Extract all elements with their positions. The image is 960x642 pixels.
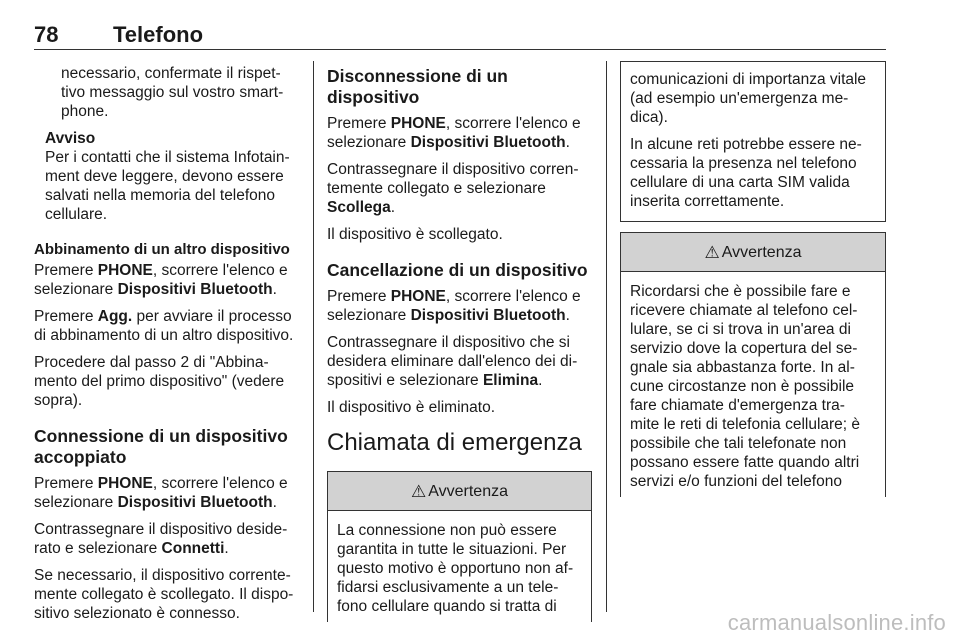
disconnect-step-2: Contrassegnare il dispositivo corren- temente collegato e selezionare Scollega.: [327, 161, 579, 216]
column-divider-1: [313, 61, 314, 612]
note-text: Per i contatti che il sistema Infotain- ment deve leggere, devono essere salvati nella memoria del telefono cellulare.: [45, 149, 290, 223]
watermark: carmanualsonline.info: [727, 610, 946, 635]
disconnect-heading: Disconnessione di un dispositivo: [327, 66, 508, 107]
warning-title-2: Avvertenza: [721, 243, 802, 261]
continued-paragraph: necessario, confermate il rispet- tivo messaggio sul vostro smart- phone.: [61, 65, 284, 120]
delete-step-2: Contrassegnare il dispositivo che si desidera eliminare dall'elenco dei di- spositivi e selezionare Elimina.: [327, 334, 578, 389]
pairing-heading: Abbinamento di un altro dispositivo: [34, 241, 290, 258]
emergency-heading: Chiamata di emergenza: [327, 429, 582, 456]
column-3: [620, 64, 886, 497]
connect-step-2: Contrassegnare il dispositivo deside- rato e selezionare Connetti.: [34, 521, 288, 557]
note-block: [34, 129, 299, 224]
page-number: 78: [34, 22, 59, 47]
column-2: [327, 64, 592, 622]
section-title: Telefono: [113, 22, 204, 47]
column-divider-2: [606, 61, 607, 612]
column-1: [34, 64, 299, 631]
warning-header: [328, 472, 591, 511]
pairing-step-2: Premere Agg. per avviare il processo di abbinamento di un altro dispositivo.: [34, 308, 294, 344]
warning-box-2: [620, 232, 886, 497]
warning-triangle-icon: ⚠: [704, 242, 720, 262]
warning-continued-p2: In alcune reti potrebbe essere ne- cessaria la presenza nel telefono cellulare di una carta SIM valida inserita correttamente.: [630, 136, 862, 210]
warning-title: Avvertenza: [428, 482, 508, 500]
disconnect-result: Il dispositivo è scollegato.: [327, 226, 503, 243]
warning-box: [327, 471, 592, 622]
connect-heading: Connessione di un dispositivo accoppiato: [34, 426, 288, 467]
warning-box-continued: [620, 61, 886, 222]
warning-header-2: [621, 233, 885, 272]
page-header: [34, 22, 886, 48]
delete-result: Il dispositivo è eliminato.: [327, 399, 495, 416]
connect-step-1: Premere PHONE, scorrere l'elenco e selezionare Dispositivi Bluetooth.: [34, 475, 288, 511]
pairing-step-1: Premere PHONE, scorrere l'elenco e selezionare Dispositivi Bluetooth.: [34, 262, 288, 298]
warning-continued-text: [621, 62, 885, 221]
warning-continued-p1: comunicazioni di importanza vitale (ad esempio un'emergenza me- dica).: [630, 71, 867, 126]
disconnect-step-1: Premere PHONE, scorrere l'elenco e selezionare Dispositivi Bluetooth.: [327, 115, 581, 151]
delete-heading: Cancellazione di un dispositivo: [327, 260, 588, 280]
pairing-step-3: Procedere dal passo 2 di "Abbina- mento del primo dispositivo" (vedere sopra).: [34, 354, 285, 409]
header-rule: [34, 49, 886, 50]
warning-triangle-icon: ⚠: [411, 481, 427, 501]
connect-step-3: Se necessario, il dispositivo corrente- mente collegato è scollegato. Il dispo- sitivo selezionato è connesso.: [34, 567, 294, 622]
warning-text: La connessione non può essere garantita in tutte le situazioni. Per questo motivo è opportuno non af- fidarsi esclusivamente a un tele- fono cellulare quando si tratta di: [337, 522, 574, 615]
delete-step-1: Premere PHONE, scorrere l'elenco e selezionare Dispositivi Bluetooth.: [327, 288, 581, 324]
note-title: Avviso: [45, 130, 96, 147]
warning-text-2: Ricordarsi che è possibile fare e ricevere chiamate al telefono cel- lulare, se ci si trova in un'area di servizio dove la copertura del se- gnale sia abbastanza forte. In al- cune circostanze non è possibile fare chiamate d'emergenza tra- mite le reti di telefonia cellulare; è possibile che tali telefonate non possano essere fatte quando altri servizi e/o funzioni del telefono: [630, 283, 861, 490]
